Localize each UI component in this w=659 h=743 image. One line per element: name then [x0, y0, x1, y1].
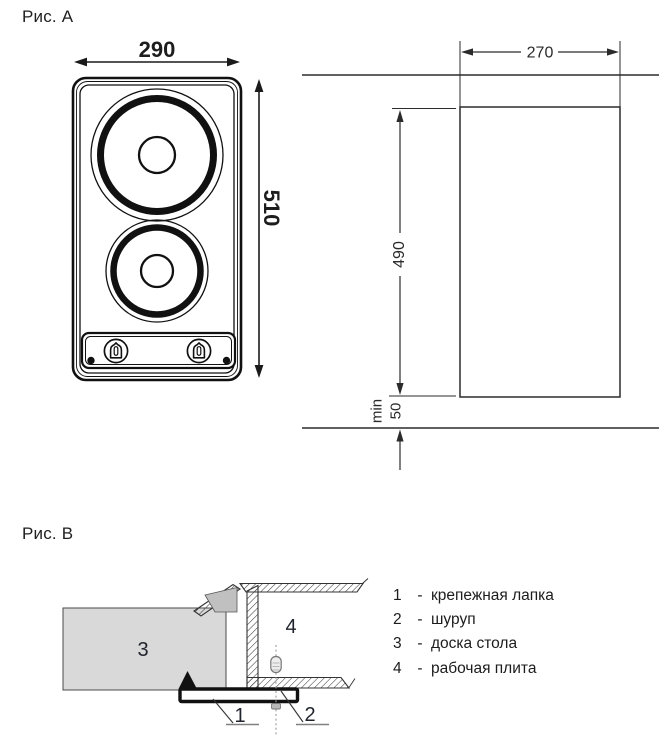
hob-bottom-flange	[247, 678, 349, 689]
legend-item-dash: -	[417, 659, 423, 677]
break-line-tick	[362, 579, 368, 585]
legend-item	[393, 635, 554, 659]
knob-icon	[187, 339, 210, 362]
legend-item	[393, 587, 554, 611]
legend-item-number: 4	[393, 659, 402, 677]
arrow-down-icon	[396, 383, 403, 395]
legend-item-label: рабочая плита	[431, 659, 537, 677]
figure-a-title: Рис. А	[22, 7, 74, 26]
hob-height-dimension	[255, 79, 284, 378]
installation-section-drawing	[63, 579, 368, 738]
hob-side-wall	[247, 586, 258, 689]
part-label-screw: 2	[304, 704, 316, 726]
cutout-depth-dimension	[389, 109, 456, 397]
worktop-cutout-drawing	[302, 41, 659, 470]
legend-item-dash: -	[417, 587, 423, 604]
arrow-up-icon	[255, 79, 264, 92]
legend-item	[393, 660, 554, 684]
legend-item-number: 2	[393, 611, 402, 629]
hob-width-dimension	[74, 37, 240, 66]
legend-item-label: шуруп	[431, 611, 476, 629]
arrow-right-icon	[607, 48, 619, 55]
part-label-board: 3	[137, 639, 149, 661]
legend-item-dash: -	[417, 635, 423, 653]
legend-item-number: 3	[393, 635, 402, 653]
cutout-width-value: 270	[526, 44, 554, 62]
min-gap-value: 50	[387, 402, 405, 420]
cooktop-top-view	[73, 78, 241, 380]
bracket-channel	[180, 689, 298, 702]
arrow-down-icon	[255, 365, 264, 378]
knob-icon	[104, 339, 127, 362]
panel-screw-dot	[87, 357, 94, 364]
panel-screw-dot	[223, 357, 230, 364]
arrow-up-icon	[396, 110, 403, 122]
legend-item-dash: -	[417, 611, 423, 629]
figure-b-title: Рис. В	[22, 524, 74, 543]
min-gap-dimension	[302, 399, 659, 470]
arrow-left-icon	[461, 48, 473, 55]
hob-height-value: 510	[259, 189, 284, 227]
parts-legend	[393, 587, 554, 684]
break-line-tick	[349, 679, 355, 688]
min-gap-label: min	[368, 398, 386, 424]
cutout-depth-value: 490	[391, 241, 408, 268]
screw-tip	[272, 704, 281, 710]
legend-item-number: 1	[393, 587, 402, 604]
cutout-rect	[460, 107, 620, 397]
arrow-left-icon	[74, 58, 87, 67]
arrow-right-icon	[227, 58, 240, 67]
cutout-width-dimension	[460, 41, 620, 107]
part-label-bracket: 1	[234, 705, 246, 727]
legend-item	[393, 611, 554, 635]
part-label-hob: 4	[285, 616, 297, 638]
legend-item-label: доска стола	[431, 635, 518, 653]
control-panel	[82, 333, 235, 368]
hob-width-value: 290	[138, 37, 176, 62]
legend-item-label: крепежная лапка	[431, 587, 554, 604]
